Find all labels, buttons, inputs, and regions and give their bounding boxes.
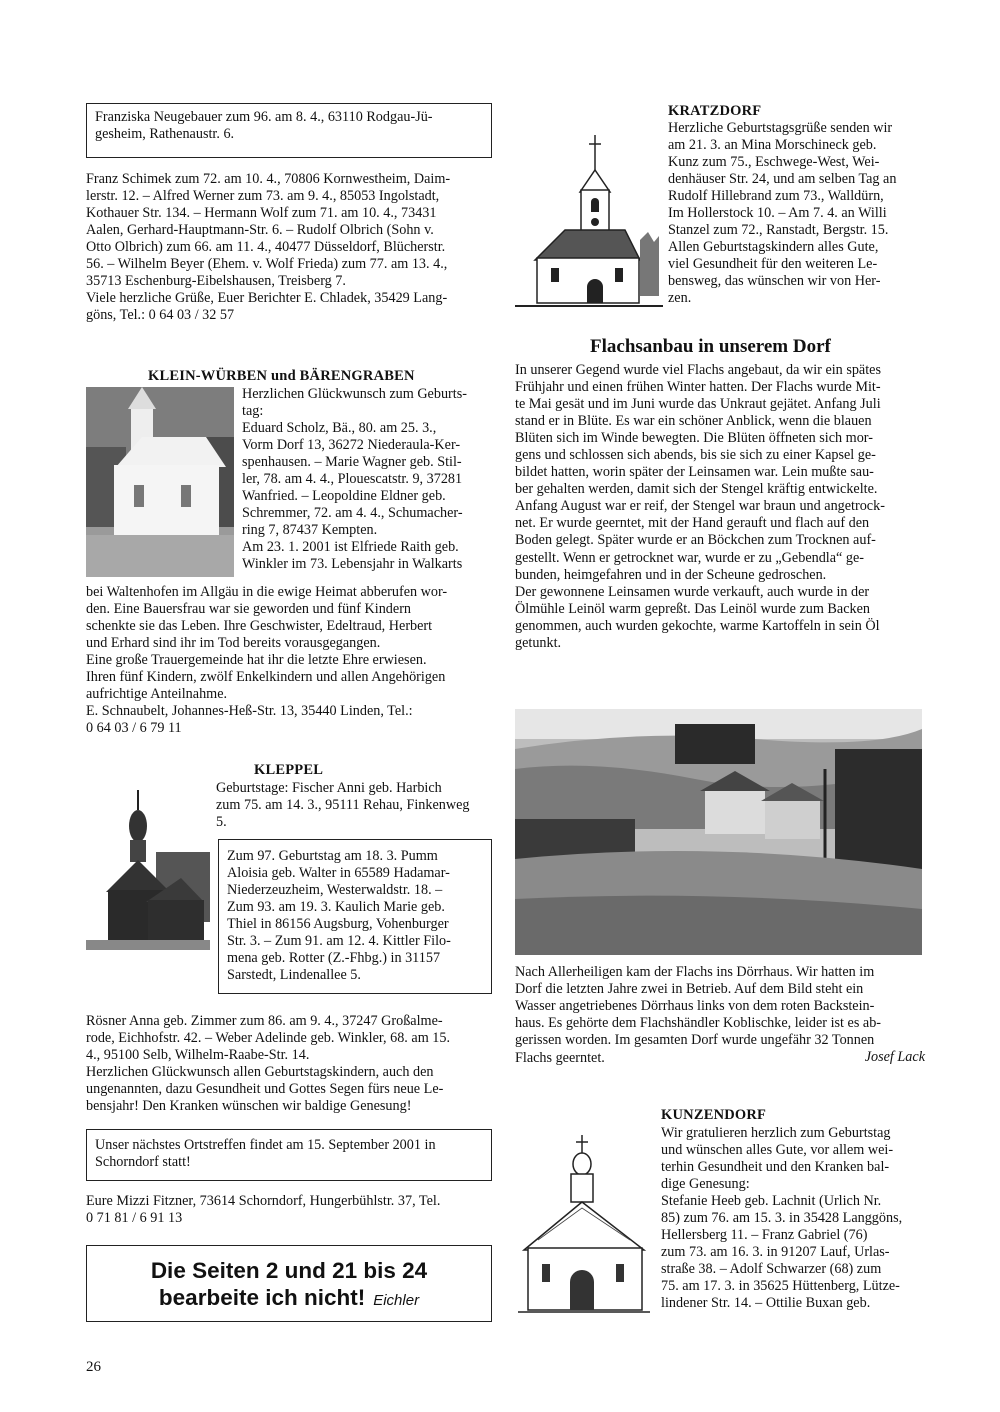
text-line: Nach Allerheiligen kam der Flachs ins Dörrhaus. Wir hatten im xyxy=(515,964,875,980)
box-pumm-aloisia xyxy=(218,839,492,994)
text-line: haus. Es gehörte dem Flachshändler Koblischke, leider ist es ab- xyxy=(515,1015,882,1032)
caption-last-row xyxy=(515,1049,925,1066)
text-line: Schremmer, 72. am 4. 4., Schumacher- xyxy=(242,505,463,522)
text-line: Boden gelegt. Später wurde er an Böckchen zum Trocknen auf- xyxy=(515,532,876,549)
block-eure xyxy=(86,1193,496,1227)
text-line: Viele herzliche Grüße, Euer Berichter E. Chladek, 35429 Lang- xyxy=(86,290,448,307)
text-line: 75. am 17. 3. in 35625 Hüttenberg, Lütze- xyxy=(661,1278,900,1295)
block-klein-side xyxy=(242,386,494,574)
chapel-photo-klein-wuerben xyxy=(86,387,234,577)
text-line: Herzliche Geburtstagsgrüße senden wir xyxy=(668,120,893,136)
text-line: dige Genesung: xyxy=(661,1176,750,1193)
text-line: gens und schlossen sich abends, bis sie sich zu einer Kapsel ge- xyxy=(515,447,876,464)
text-line: Schorndorf statt! xyxy=(95,1154,191,1171)
text-line: zum 75. am 14. 3., 95111 Rehau, Finkenweg xyxy=(216,797,470,814)
notice-signature: Eichler xyxy=(373,1292,420,1309)
text-line: lerstr. 12. – Alfred Werner zum 73. am 9. 4., 85053 Ingolstadt, xyxy=(86,188,440,205)
text-line: Sarstedt, Lindenallee 5. xyxy=(227,967,361,984)
text-line: straße 38. – Adolf Schwarzer (68) zum xyxy=(661,1261,882,1278)
author-signature: Josef Lack xyxy=(864,1049,925,1066)
box-ortstreffen xyxy=(86,1129,492,1181)
text-line: Blüten sich im Winde bewegten. Die Blüten öffneten sich mor- xyxy=(515,430,873,447)
text-line: Eure Mizzi Fitzner, 73614 Schorndorf, Hungerbühlstr. 37, Tel. xyxy=(86,1193,441,1209)
text-line: bunden, heimgefahren und in der Scheune gedroschen. xyxy=(515,566,827,583)
text-line: 35713 Eschenburg-Eibelshausen, Treisberg 7. xyxy=(86,273,346,290)
church-drawing-kratzdorf xyxy=(515,130,663,315)
text-line: aufrichtige Anteilnahme. xyxy=(86,686,228,703)
text-line: bensjahr! Den Kranken wünschen wir baldige Genesung! xyxy=(86,1098,412,1115)
text-line: Frühjahr und einen frühen Winter hatten. Der Flachs wurde Mit- xyxy=(515,379,881,396)
text-line: Unser nächstes Ortstreffen findet am 15. September 2001 in xyxy=(95,1137,436,1153)
text-line: ler, 78. am 4. 4., Plouescatstr. 9, 37281 xyxy=(242,471,463,488)
text-line: Niederzeuzheim, Westerwaldstr. 18. – xyxy=(227,882,443,899)
text-line: Dorf die letzten Jahre zwei in Betrieb. Auf dem Bild steht ein xyxy=(515,981,864,998)
text-line: Hellersberg 11. – Franz Gabriel (76) xyxy=(661,1227,868,1244)
text-line: rode, Eichhofstr. 42. – Weber Adelinde geb. Winkler, 68. am 15. xyxy=(86,1030,451,1047)
text-line: zen. xyxy=(668,290,692,307)
text-line: In unserer Gegend wurde viel Flachs angebaut, da wir ein spätes xyxy=(515,362,881,378)
block-flachs xyxy=(515,362,925,652)
block-kratzdorf xyxy=(668,120,920,308)
text-line: Ölmühle Leinöl warm gepreßt. Das Leinöl wurde zum Backen xyxy=(515,600,870,617)
text-line: zum 73. am 16. 3. in 91207 Lauf, Urlas- xyxy=(661,1244,890,1261)
block-kleppel-side xyxy=(216,780,496,831)
page-number: 26 xyxy=(86,1359,101,1375)
text-line: bildet hatten, worin später der Leinsamen war. Lein mußte sau- xyxy=(515,464,874,481)
text-line: Zum 97. Geburtstag am 18. 3. Pumm xyxy=(227,848,438,864)
text-line: ungenannten, dazu Gesundheit und Gottes Segen fürs neue Le- xyxy=(86,1081,444,1098)
text-line: Rudolf Hillebrand zum 73., Walldürn, xyxy=(668,188,884,205)
text-line: Rösner Anna geb. Zimmer zum 86. am 9. 4., 37247 Großalme- xyxy=(86,1013,443,1029)
text-line: Der gewonnene Leinsamen wurde verkauft, auch wurde in der xyxy=(515,583,870,600)
text-line: tag: xyxy=(242,403,264,420)
text-line: 85) zum 76. am 15. 3. in 35428 Langgöns, xyxy=(661,1210,903,1227)
text-line: ring 7, 87437 Kempten. xyxy=(242,522,378,539)
text-line: net. Er wurde geerntet, mit der Hand gerauft und flach auf den xyxy=(515,515,870,532)
heading-kunzendorf: KUNZENDORF xyxy=(661,1107,767,1123)
text-line: ber gehalten werden, damit sich der Stengel kräftig entwickelte. xyxy=(515,481,878,498)
text-line: Thiel in 86156 Augsburg, Vohenburger xyxy=(227,916,449,933)
text-line: Aalen, Gerhard-Hauptmann-Str. 6. – Rudolf Olbrich (Sohn v. xyxy=(86,222,434,239)
text-line: mena geb. Rotter (Z.-Fhbg.) in 31157 xyxy=(227,950,441,967)
notice-box xyxy=(86,1245,492,1322)
text-line: bensweg, das wünschen wir von Her- xyxy=(668,273,881,290)
heading-klein-wuerben: KLEIN-WÜRBEN und BÄRENGRABEN xyxy=(148,368,415,384)
text-line: E. Schnaubelt, Johannes-Heß-Str. 13, 35440 Linden, Tel.: xyxy=(86,703,413,720)
church-drawing-kunzendorf xyxy=(518,1130,650,1320)
article-title: Flachsanbau in unserem Dorf xyxy=(590,336,831,357)
text-line: Vorm Dorf 13, 36272 Niederaula-Ker- xyxy=(242,437,461,454)
text-line: göns, Tel.: 0 64 03 / 32 57 xyxy=(86,307,235,324)
text-line: gesheim, Rathenaustr. 6. xyxy=(95,126,235,143)
text-line: Aloisia geb. Walter in 65589 Hadamar- xyxy=(227,865,450,882)
text-line: terhin Gesundheit und den Kranken bal- xyxy=(661,1159,890,1176)
text-line: Wasser angetriebenes Dörrhaus links von dem roten Backstein- xyxy=(515,998,875,1015)
text-line: Ihren fünf Kindern, zwölf Enkelkindern und allen Angehörigen xyxy=(86,669,446,686)
text-line: den. Eine Bauersfrau war sie geworden und fünf Kindern xyxy=(86,601,412,618)
text-line: und Erhard sind ihr im Tod bereits vorausgegangen. xyxy=(86,635,381,652)
text-line: Am 23. 1. 2001 ist Elfriede Raith geb. xyxy=(242,539,459,556)
notice-line1: Die Seiten 2 und 21 bis 24 xyxy=(150,1258,428,1283)
text-line: Eduard Scholz, Bä., 80. am 25. 3., xyxy=(242,420,437,437)
text-line: Kothauer Str. 134. – Hermann Wolf zum 71. am 10. 4., 73431 xyxy=(86,205,437,222)
village-landscape-photo xyxy=(515,709,922,955)
text-line: Str. 3. – Zum 91. am 12. 4. Kittler Filo- xyxy=(227,933,451,950)
text-line: 5. xyxy=(216,814,227,831)
text-line: Zum 93. am 19. 3. Kaulich Marie geb. xyxy=(227,899,445,916)
text-line: viel Gesundheit für den weiteren Le- xyxy=(668,256,878,273)
text-line: Im Hollerstock 10. – Am 7. 4. an Willi xyxy=(668,205,887,222)
text-line: gerissen worden. Im gesamten Dorf wurde ungefähr 32 Tonnen xyxy=(515,1032,875,1049)
heading-kratzdorf: KRATZDORF xyxy=(668,103,762,119)
text-line: te Mai gesät und im Juni wurde das Unkraut gejätet. Anfang Juli xyxy=(515,396,881,413)
text-line: am 21. 3. an Mina Morschineck geb. xyxy=(668,137,877,154)
text-line: getunkt. xyxy=(515,634,562,651)
text-line: stand er in Blüte. Es war ein schöner Anblick, wenn die blauen xyxy=(515,413,872,430)
notice-line2-row xyxy=(87,1284,491,1314)
text-line: Eine große Trauergemeinde hat ihr die letzte Ehre erwiesen. xyxy=(86,652,427,669)
text-line: Franziska Neugebauer zum 96. am 8. 4., 63110 Rodgau-Jü- xyxy=(95,109,433,125)
heading-kleppel: KLEPPEL xyxy=(254,762,324,778)
text-line: Wanfried. – Leopoldine Eldner geb. xyxy=(242,488,446,505)
box-neugebauer xyxy=(86,103,492,158)
block-kunzendorf xyxy=(661,1125,921,1313)
text-line: 56. – Wilhelm Beyer (Ehem. v. Wolf Frieda) zum 77. am 13. 4., xyxy=(86,256,448,273)
text-line: Anfang August war er reif, der Stengel war braun und angetrock- xyxy=(515,498,885,515)
text-line: spenhausen. – Marie Wagner geb. Stil- xyxy=(242,454,462,471)
text-line: Geburtstage: Fischer Anni geb. Harbich xyxy=(216,780,442,796)
text-line: gestellt. Wenn er getrocknet war, wurde er zu „Gebendla“ ge- xyxy=(515,549,865,566)
block-caption xyxy=(515,964,925,1066)
text-line: 4., 95100 Selb, Wilhelm-Raabe-Str. 14. xyxy=(86,1047,310,1064)
text-line: lindener Str. 14. – Ottilie Buxan geb. xyxy=(661,1295,871,1312)
text-line: Herzlichen Glückwunsch allen Geburtstagskindern, auch den xyxy=(86,1064,434,1081)
text-line: bei Waltenhofen im Allgäu in die ewige Heimat abberufen wor- xyxy=(86,584,448,600)
text-line: schenkte sie das Leben. Ihre Geschwister, Edeltraud, Herbert xyxy=(86,618,433,635)
text-line: Franz Schimek zum 72. am 10. 4., 70806 Kornwestheim, Daim- xyxy=(86,171,451,187)
text-line: 0 71 81 / 6 91 13 xyxy=(86,1210,183,1227)
block-roesner xyxy=(86,1013,496,1115)
block-klein-full xyxy=(86,584,496,737)
notice-line2: bearbeite ich nicht! xyxy=(158,1285,366,1310)
text-line: Wir gratulieren herzlich zum Geburtstag xyxy=(661,1125,891,1141)
text-line: 0 64 03 / 6 79 11 xyxy=(86,720,182,737)
text-line: genommen, auch wurden gekochte, warme Kartoffeln in sein Öl xyxy=(515,617,880,634)
text-line: Stanzel zum 72., Ranstadt, Bergstr. 15. xyxy=(668,222,889,239)
text-line: denhäuser Str. 24, und am selben Tag an xyxy=(668,171,897,188)
text-line: Herzlichen Glückwunsch zum Geburts- xyxy=(242,386,467,402)
text-line: Otto Olbrich) zum 66. am 11. 4., 40477 Düsseldorf, Blücherstr. xyxy=(86,239,446,256)
wooden-church-photo-kleppel xyxy=(86,782,210,950)
text-line: und wünschen alles Gute, vor allem wei- xyxy=(661,1142,894,1159)
text-line: Kunz zum 75., Eschwege-West, Wei- xyxy=(668,154,880,171)
text-line: Allen Geburtstagskindern alles Gute, xyxy=(668,239,879,256)
block-schimek xyxy=(86,171,496,324)
text-line: Flachs geerntet. xyxy=(515,1050,605,1067)
text-line: Winkler im 73. Lebensjahr in Walkarts xyxy=(242,556,463,573)
text-line: Stefanie Heeb geb. Lachnit (Urlich Nr. xyxy=(661,1193,882,1210)
